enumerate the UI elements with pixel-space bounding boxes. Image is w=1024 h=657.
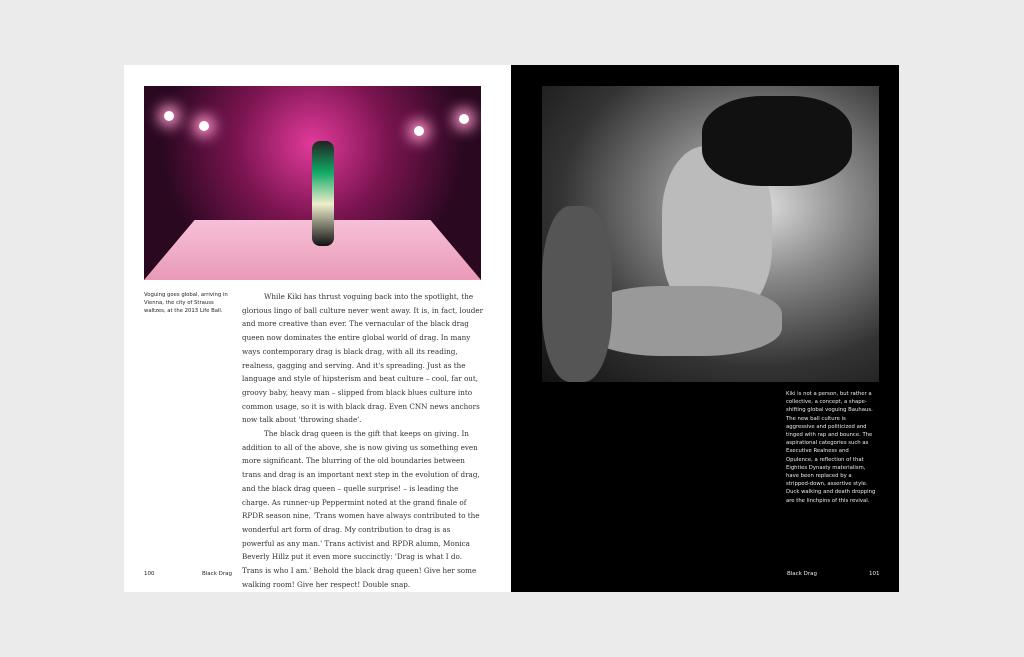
dancer-bw-photo <box>542 86 879 382</box>
paragraph: The black drag queen is the gift that keeps on giving. In addition to all of the above, she is now giving us something even more significant. The blurring of the old boundaries between trans and drag is an important next step in the evolution of drag, and the black drag queen – quelle surprise! – is leading the charge. As runner-up Peppermint noted at the grand finale of RPDR season nine, 'Trans women have always contributed to the wonderful art form of drag. My contribution to drag is as powerful as any man.' Trans activist and RPDR alumn, Monica Beverly Hillz put it even more succinctly: 'Drag is what I do. Trans is who I am.' Behold the black drag queen! Give her some walking room! Give her respect! Double snap. <box>242 429 480 589</box>
running-head: Black Drag <box>787 571 817 577</box>
page-number: 101 <box>869 571 880 577</box>
body-text <box>242 290 484 591</box>
page-number: 100 <box>144 571 155 577</box>
right-page <box>511 65 899 592</box>
photo-caption: Voguing goes global, arriving in Vienna, the city of Strauss waltzes, at the 2013 Life Ball. <box>144 292 228 315</box>
voguing-stage-photo <box>144 86 481 280</box>
left-page <box>124 65 511 592</box>
photo-caption: Kiki is not a person, but rather a collective, a concept, a shape-shifting global voguing Bauhaus. The new ball culture is aggressive and politicized and tinged with rap and bounce. The aspirational categories such as Executive Realness and Opulence, a reflection of that Eighties Dynasty materialism, have been replaced by a stripped-down, assertive style. Duck walking and death dropping are the linchpins of this revival. <box>786 391 876 504</box>
running-head: Black Drag <box>202 571 232 577</box>
paragraph: While Kiki has thrust voguing back into the spotlight, the glorious lingo of ball culture never went away. It is, in fact, louder and more creative than ever. The vernacular of the black drag queen now dominates the entire global world of drag. In many ways contemporary drag is black drag, with all its reading, realness, gagging and serving. And it's spreading. Just as the language and style of hipsterism and beat culture – cool, far out, groovy baby, heavy man – slipped from black blues culture into common usage, so it is with black drag. Even CNN news anchors now talk about 'throwing shade'. <box>242 292 484 425</box>
